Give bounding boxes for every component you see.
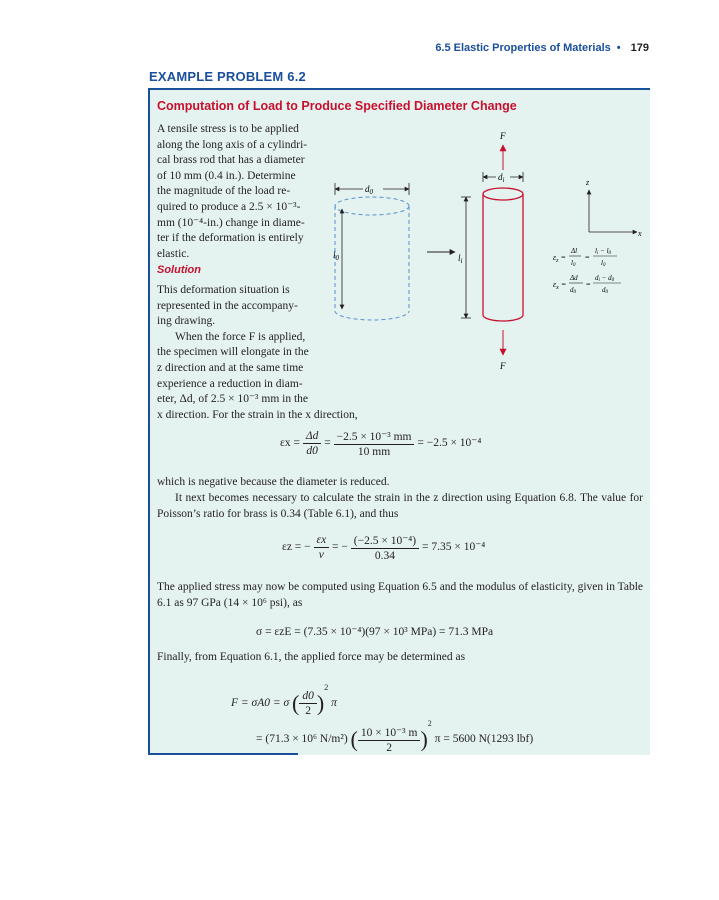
solution-line: eter, Δd, of 2.5 × 10⁻³ mm in the [157, 393, 309, 406]
solution-line: When the force F is applied, [175, 330, 306, 343]
eq4-frac-num: d0 [302, 689, 314, 702]
eq2-num1: εx [316, 534, 327, 546]
problem-line: elastic. [157, 247, 190, 260]
eq4-tail: π [331, 697, 337, 709]
l0-label: $l_0$ [333, 250, 340, 262]
problem-line: A tensile stress is to be applied [157, 123, 299, 135]
problem-line: cal brass rod that has a diameter [157, 154, 305, 167]
solution-line: the specimen will elongate in the [157, 346, 309, 359]
svg-text:Δl: Δl [571, 247, 578, 255]
eq1-den1: d0 [306, 445, 318, 457]
solution-line: x direction. For the strain in the x direction, [157, 408, 358, 421]
problem-line: quired to produce a 2.5 × 10⁻³- [157, 200, 301, 213]
problem-line: the magnitude of the load re- [157, 185, 291, 198]
solution-line: z direction and at the same time [157, 361, 304, 374]
eq1-den2: 10 mm [357, 446, 391, 458]
equation-force-result: = (71.3 × 10⁶ N/m²) ( $\frac{\text{10 × 10⁻³ m}}{2}$ )$^2$ π = 5600 N(1293 lbf) [256, 719, 534, 754]
eq2-den1: ν [318, 549, 324, 561]
x-axis-label: x [638, 229, 642, 238]
paragraph-poisson: It next becomes necessary to calculate the strain in the z direction using Equation 6.8. The value for Poisson’s ratio for brass is 0.34 (Table 6.1), and thus [157, 492, 643, 520]
eq4-lhs: F = σA0 = σ [231, 697, 290, 709]
paragraph-applied-stress: The applied stress may now be computed using Equation 6.5 and the modulus of elasticity, given in Table 6.1 as 97 GPa (14 × 10⁶ psi), as [157, 581, 643, 609]
eq1-num2: −2.5 × 10⁻³ mm [334, 429, 415, 445]
solution-heading: Solution [157, 264, 201, 276]
li-label: $l_i$ [458, 253, 463, 265]
equation-force-definition: F = σA0 = σ ( $\frac{d0}{2}$ )$^2$ π [231, 683, 337, 717]
svg-text:di − d0: di − d0 [595, 274, 615, 283]
eq1-num1: Δd [305, 430, 319, 442]
header-section: 6.5 Elastic Properties of Materials [435, 42, 611, 54]
ez-formula: $\varepsilon_z$ = [553, 253, 566, 264]
problem-statement [157, 122, 321, 262]
eq2-lhs: εz = − [282, 541, 311, 554]
equation-stress: σ = εzE = (7.35 × 10⁻⁴)(97 × 10³ MPa) = 71.3 MPa [256, 626, 494, 638]
solution-line: ing drawing. [157, 315, 216, 328]
problem-line: along the long axis of a cylindri- [157, 138, 308, 151]
svg-text:=: = [586, 280, 591, 289]
eq4-frac-den: 2 [305, 704, 311, 717]
solution-line: experience a reduction in diam- [157, 377, 303, 390]
svg-text:=: = [585, 253, 590, 262]
deformation-figure [325, 125, 645, 375]
problem-line: of 10 mm (0.4 in.). Determine [157, 169, 296, 182]
header-bullet: • [616, 42, 621, 54]
svg-text:l0: l0 [601, 259, 606, 268]
di-label: $d_i$ [498, 172, 505, 184]
equation-strain-z [282, 533, 485, 562]
solution-text [157, 283, 358, 423]
svg-text:d0: d0 [570, 286, 576, 295]
problem-line: mm (10⁻⁴-in.) change in diame- [157, 216, 305, 229]
eq1-result: = −2.5 × 10⁻⁴ [417, 437, 482, 450]
d0-label: $d_0$ [365, 184, 373, 196]
equation-strain-x: εx = $\frac{\Delta d}{d0}$ = $\frac{\text{−2.5 × 10⁻³ mm}}{10 mm}$ = −2.5 × 10⁻⁴ [280, 430, 482, 458]
original-cylinder [335, 197, 409, 320]
box-left-rule [148, 88, 150, 755]
force-label-top: F [500, 131, 506, 141]
eq5-frac-den: 2 [386, 741, 393, 754]
eq2-result: = 7.35 × 10⁻⁴ [422, 541, 486, 554]
svg-text:d0: d0 [602, 286, 608, 295]
problem-line: ter if the deformation is entirely [157, 232, 304, 245]
eq5-frac-num: 10 × 10⁻³ m [358, 725, 421, 741]
paragraph-applied-force: Finally, from Equation 6.1, the applied force may be determined as [157, 651, 466, 663]
eq5-lhs: = (71.3 × 10⁶ N/m²) [256, 733, 348, 745]
running-header [435, 42, 649, 54]
svg-text:li − l0: li − l0 [595, 247, 612, 256]
svg-text:l0: l0 [571, 259, 576, 268]
eq5-tail: π = 5600 N(1293 lbf) [434, 733, 534, 745]
solution-line: This deformation situation is [157, 284, 290, 296]
eq2-mid: = − [332, 541, 348, 554]
solution-line: represented in the accompany- [157, 299, 298, 312]
box-top-rule [148, 88, 650, 90]
force-label-bottom: F [500, 361, 506, 371]
eq1-lhs: εx = [280, 437, 300, 450]
example-title: EXAMPLE PROBLEM 6.2 [149, 69, 306, 84]
example-subtitle: Computation of Load to Produce Specified Diameter Change [157, 99, 517, 113]
deformed-cylinder [483, 188, 523, 321]
ex-formula: $\varepsilon_x$ = [553, 280, 567, 291]
eq2-num2: (−2.5 × 10⁻⁴) [351, 533, 419, 549]
z-axis-label: z [586, 178, 590, 187]
paragraph-negative-note: which is negative because the diameter is reduced. [157, 476, 390, 488]
svg-text:Δd: Δd [570, 274, 578, 282]
eq2-den2: 0.34 [374, 550, 396, 562]
page-number: 179 [630, 42, 649, 54]
